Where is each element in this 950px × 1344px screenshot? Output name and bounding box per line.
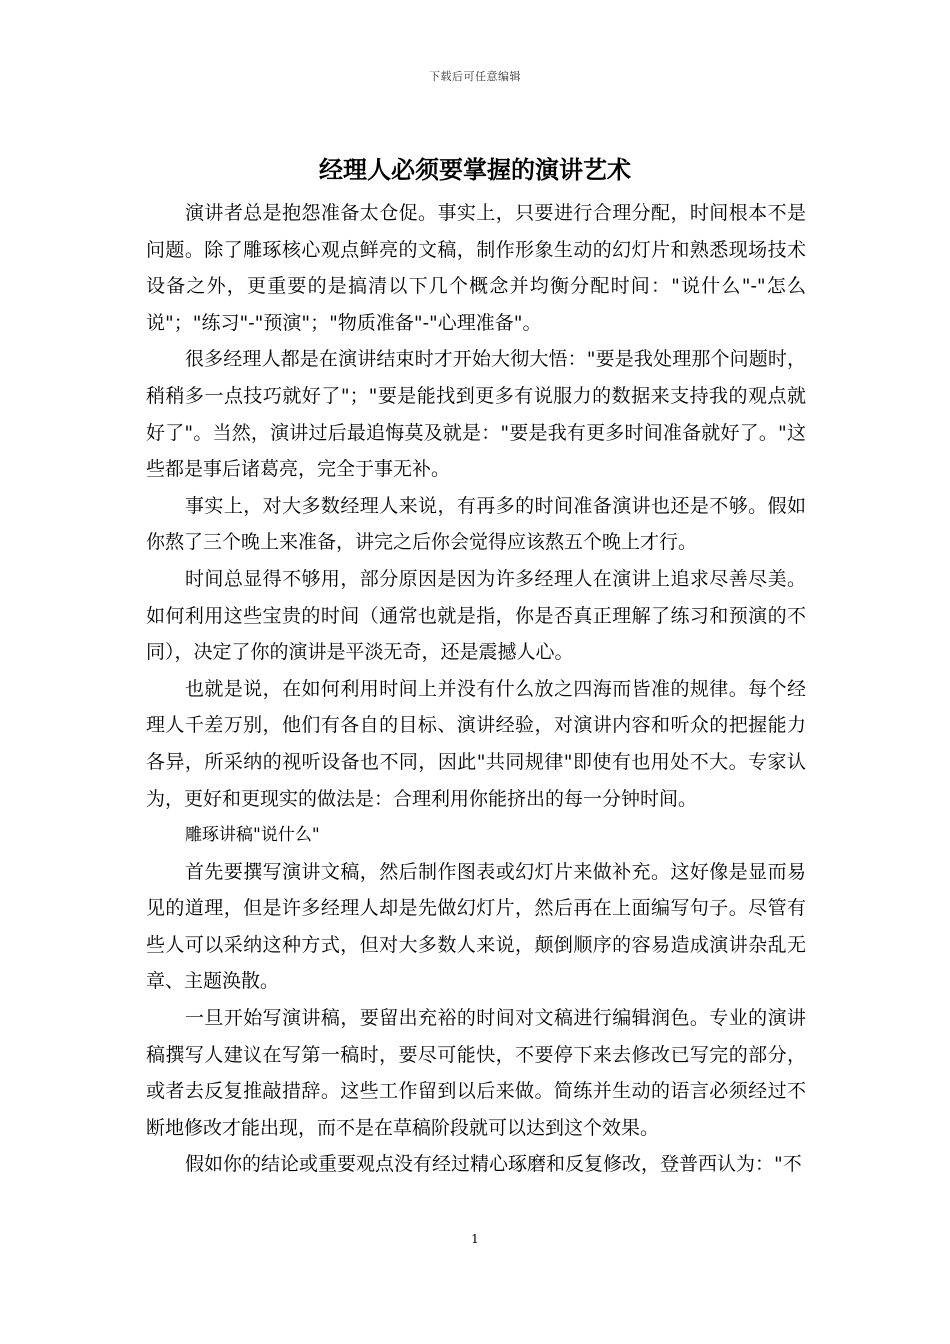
body-paragraph: 事实上，对大多数经理人来说，有再多的时间准备演讲也还是不够。假如你熬了三个晚上来准备，讲完之后你会觉得应该熬五个晚上才行。 <box>146 494 806 554</box>
body-paragraph: 假如你的结论或重要观点没有经过精心琢磨和反复修改，登普西认为："不 <box>185 1153 802 1176</box>
page-header-note: 下载后可任意编辑 <box>429 70 521 83</box>
body-paragraph: 首先要撰写演讲文稿，然后制作图表或幻灯片来做补充。这好像是显而易见的道理，但是许多经理人却是先做幻灯片，然后再在上面编写句子。尽管有些人可以采纳这种方式，但对大多数人来说，颠倒顺序的容易造成演讲杂乱无章、主题涣散。 <box>146 860 806 993</box>
section-subheading: 雕琢讲稿"说什么" <box>185 825 320 846</box>
body-paragraph: 演讲者总是抱怨准备太仓促。事实上，只要进行合理分配，时间根本不是问题。除了雕琢核心观点鲜亮的文稿，制作形象生动的幻灯片和熟悉现场技术设备之外，更重要的是搞清以下几个概念并均衡分配时间："说什么"-"怎么说"；"练习"-"预演"；"物质准备"-"心理准备"。 <box>146 202 806 334</box>
body-paragraph: 很多经理人都是在演讲结束时才开始大彻大悟："要是我处理那个问题时，稍稍多一点技巧就好了"；"要是能找到更多有说服力的数据来支持我的观点就好了"。当然，演讲过后最追悔莫及就是："要是我有更多时间准备就好了。"这些都是事后诸葛亮，完全于事无补。 <box>146 348 806 481</box>
body-paragraph: 时间总显得不够用，部分原因是因为许多经理人在演讲上追求尽善尽美。如何利用这些宝贵的时间（通常也就是指，你是否真正理解了练习和预演的不同），决定了你的演讲是平淡无奇，还是震撼人心。 <box>146 567 806 664</box>
document-title: 经理人必须要掌握的演讲艺术 <box>319 155 631 184</box>
document-body <box>146 195 806 1183</box>
body-paragraph: 一旦开始写演讲稿，要留出充裕的时间对文稿进行编辑润色。专业的演讲稿撰写人建议在写第一稿时，要尽可能快，不要停下来去修改已写完的部分，或者去反复推敲措辞。这些工作留到以后来做。简练并生动的语言必须经过不断地修改才能出现，而不是在草稿阶段就可以达到这个效果。 <box>146 1007 806 1139</box>
body-paragraph: 也就是说，在如何利用时间上并没有什么放之四海而皆准的规律。每个经理人千差万别，他们有各自的目标、演讲经验，对演讲内容和听众的把握能力各异，所采纳的视听设备也不同，因此"共同规律"即使有也用处不大。专家认为，更好和更现实的做法是：合理利用你能挤出的每一分钟时间。 <box>146 677 806 810</box>
page-number: 1 <box>471 1232 479 1246</box>
